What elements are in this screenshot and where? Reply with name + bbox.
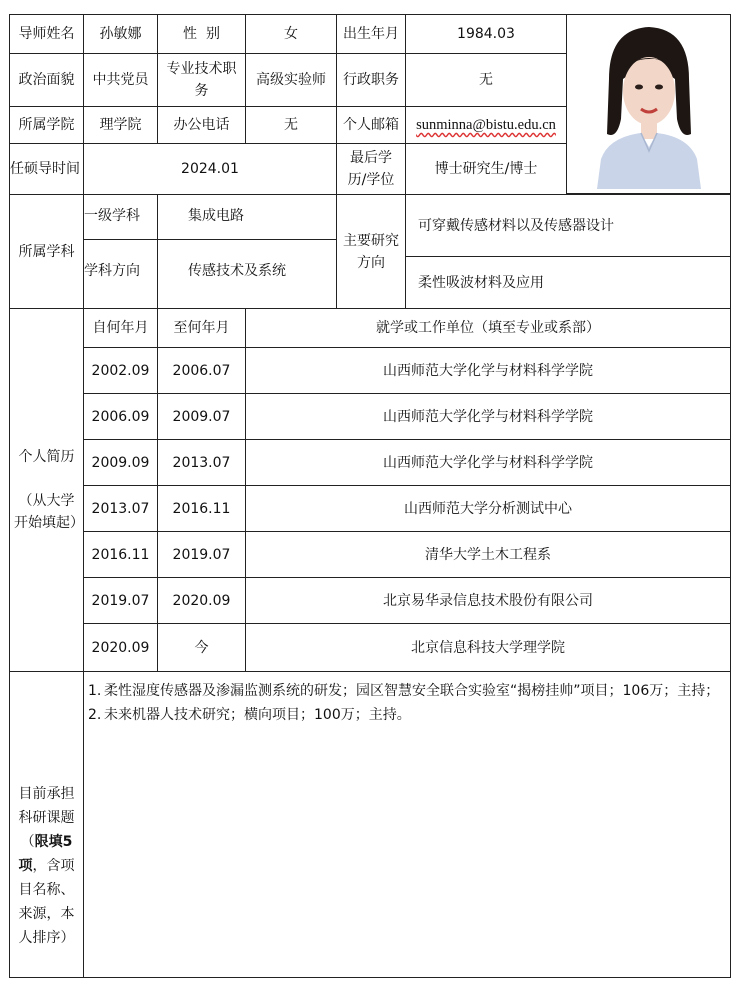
label-start: 任硕导时间 (9, 143, 84, 195)
resume-label-main: 个人简历 (18, 449, 75, 465)
label-level1: 一级学科 (83, 194, 158, 240)
projects-label-part2: ，含项目名称、来源，本人排序） (18, 858, 75, 946)
label-admin: 行政职务 (336, 53, 406, 107)
value-phone: 无 (245, 106, 337, 144)
resume-label-note: （从大学开始填起） (14, 493, 84, 531)
resume-cell-from: 2009.09 (83, 439, 158, 486)
label-politics: 政治面貌 (9, 53, 84, 107)
portrait-photo (566, 14, 731, 194)
resume-cell-from: 2006.09 (83, 393, 158, 440)
project-num: 2. (88, 707, 102, 723)
resume-cell-to: 今 (157, 623, 246, 672)
resume-cell-to: 2013.07 (157, 439, 246, 486)
label-name: 导师姓名 (9, 14, 84, 54)
label-title: 专业技术职务 (157, 53, 246, 107)
label-gender: 性 别 (157, 14, 246, 54)
label-degree: 最后学历/学位 (336, 143, 406, 195)
header-unit: 就学或工作单位（填至专业或系部） (245, 308, 731, 348)
value-birth: 1984.03 (405, 14, 567, 54)
label-resume (9, 308, 84, 672)
resume-cell-unit: 山西师范大学化学与材料科学学院 (245, 439, 731, 486)
resume-cell-from: 2016.11 (83, 531, 158, 578)
value-degree: 博士研究生/博士 (405, 143, 567, 195)
resume-cell-from: 2002.09 (83, 347, 158, 394)
value-research-2: 柔性吸波材料及应用 (405, 256, 731, 309)
value-email[interactable] (405, 106, 567, 144)
header-to: 至何年月 (157, 308, 246, 348)
resume-cell-unit: 山西师范大学分析测试中心 (245, 485, 731, 532)
resume-cell-from: 2013.07 (83, 485, 158, 532)
label-research: 主要研究方向 (336, 194, 406, 309)
projects-label (12, 782, 81, 950)
label-college: 所属学院 (9, 106, 84, 144)
header-from: 自何年月 (83, 308, 158, 348)
resume-cell-to: 2019.07 (157, 531, 246, 578)
resume-cell-to: 2020.09 (157, 577, 246, 624)
resume-cell-unit: 山西师范大学化学与材料科学学院 (245, 393, 731, 440)
resume-cell-unit: 北京信息科技大学理学院 (245, 623, 731, 672)
resume-cell-to: 2009.07 (157, 393, 246, 440)
value-name: 孙敏娜 (83, 14, 158, 54)
value-research-1: 可穿戴传感材料以及传感器设计 (405, 194, 731, 257)
projects-content (83, 671, 731, 978)
portrait-icon (589, 19, 709, 189)
resume-cell-from: 2020.09 (83, 623, 158, 672)
label-phone: 办公电话 (157, 106, 246, 144)
projects-label-part1: 目前承担科研课题（ (18, 786, 75, 850)
resume-cell-unit: 山西师范大学化学与材料科学学院 (245, 347, 731, 394)
label-direction: 学科方向 (83, 239, 158, 309)
value-politics: 中共党员 (83, 53, 158, 107)
label-projects (9, 671, 84, 978)
label-email: 个人邮箱 (336, 106, 406, 144)
resume-cell-to: 2006.07 (157, 347, 246, 394)
resume-cell-to: 2016.11 (157, 485, 246, 532)
project-item (88, 679, 724, 703)
projects-label-bold: 限填5项 (18, 834, 73, 874)
value-direction: 传感技术及系统 (157, 239, 337, 309)
project-text: 未来机器人技术研究；横向项目；100万；主持。 (104, 707, 411, 723)
value-level1: 集成电路 (157, 194, 337, 240)
value-title: 高级实验师 (245, 53, 337, 107)
value-start: 2024.01 (83, 143, 337, 195)
label-discipline: 所属学科 (9, 194, 84, 309)
resume-cell-unit: 北京易华录信息技术股份有限公司 (245, 577, 731, 624)
project-num: 1. (88, 683, 102, 699)
email-link[interactable]: sunminna@bistu.edu.cn (416, 117, 556, 133)
value-gender: 女 (245, 14, 337, 54)
value-admin: 无 (405, 53, 567, 107)
resume-cell-from: 2019.07 (83, 577, 158, 624)
project-item (88, 703, 724, 727)
resume-cell-unit: 清华大学土木工程系 (245, 531, 731, 578)
value-college: 理学院 (83, 106, 158, 144)
label-birth: 出生年月 (336, 14, 406, 54)
project-text: 柔性湿度传感器及渗漏监测系统的研发；园区智慧安全联合实验室“揭榜挂帅”项目；106万；主持； (104, 683, 720, 699)
